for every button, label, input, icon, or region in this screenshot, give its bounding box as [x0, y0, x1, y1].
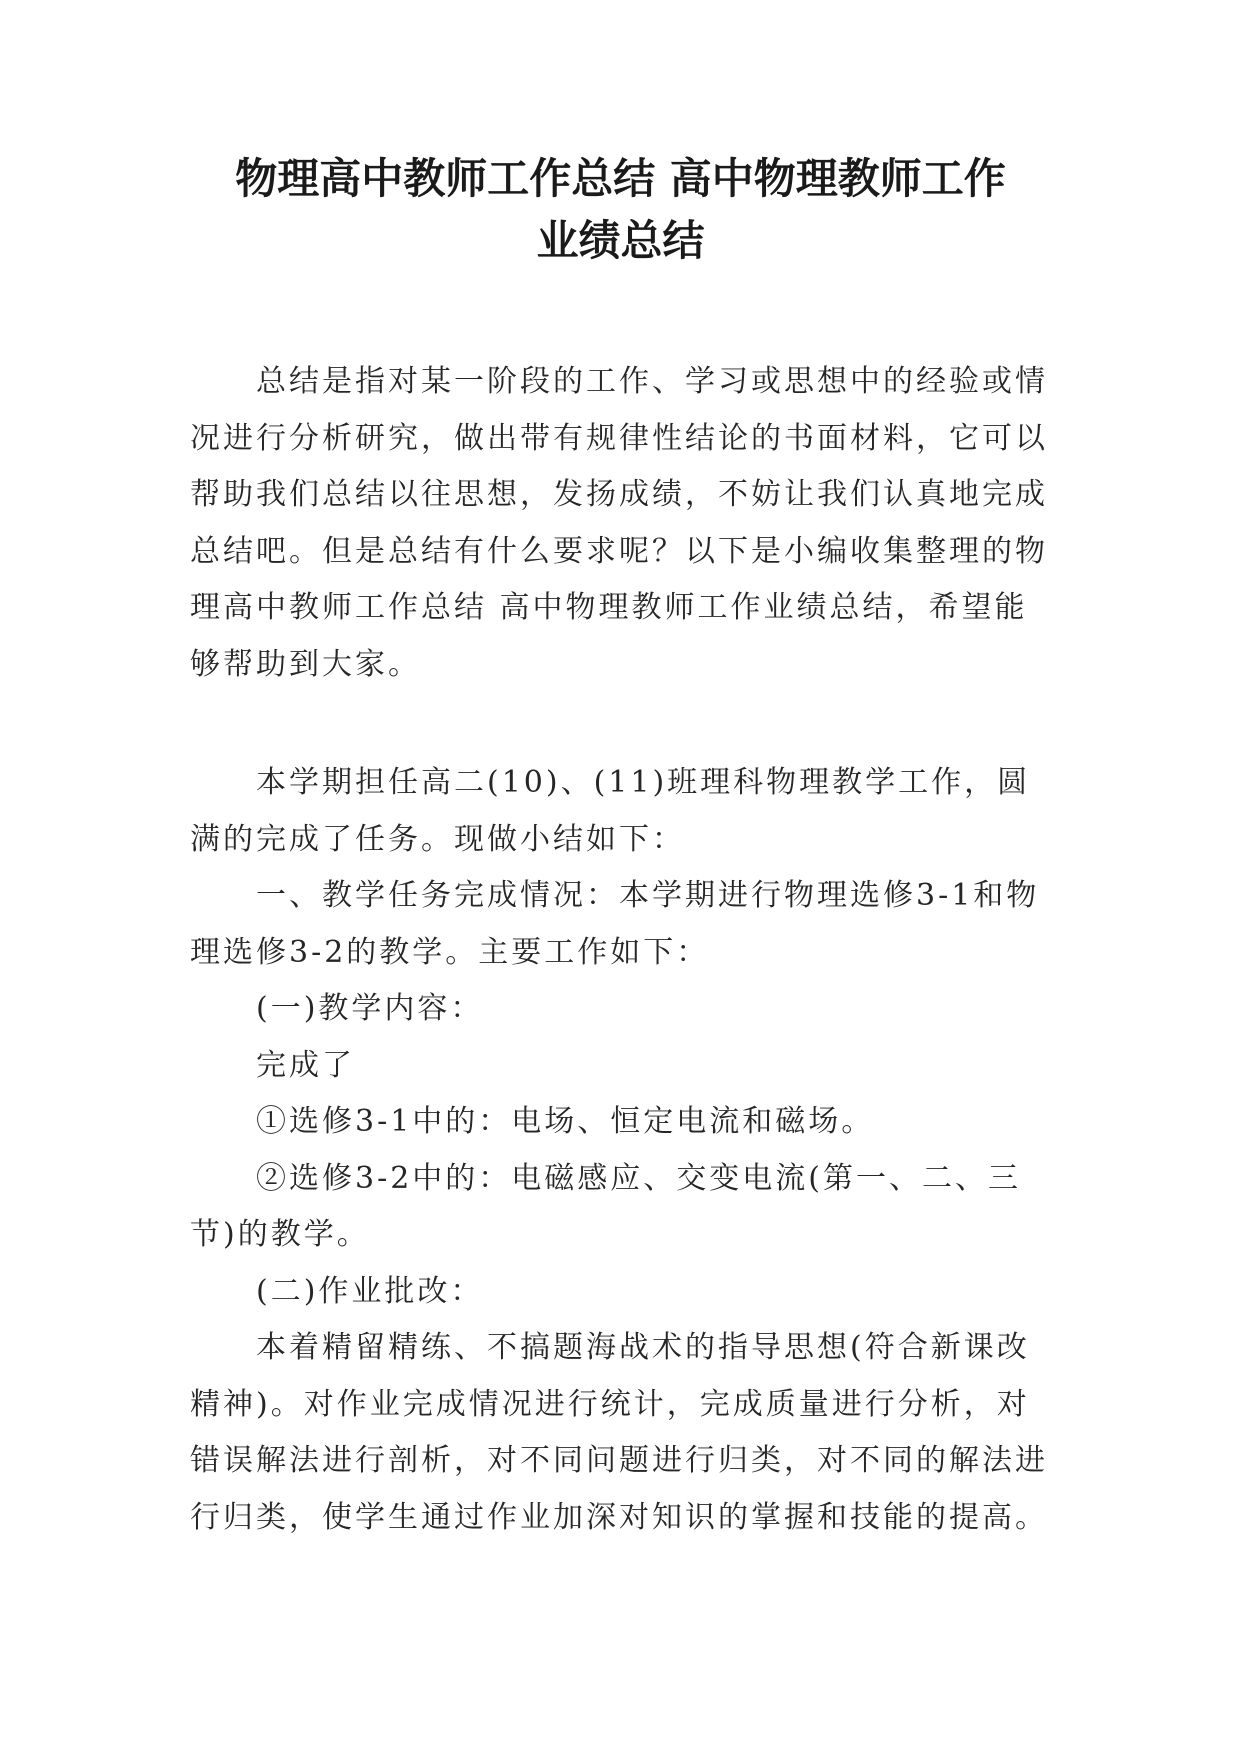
paragraph-homework-heading: (二)作业批改：: [256, 1273, 484, 1309]
document-title: [150, 148, 1091, 272]
paragraph-assignment: 本学期担任高二(10)、(11)班理科物理教学工作，圆满的完成了任务。现做小结如下：: [190, 765, 1031, 857]
paragraph-homework-body: 本着精留精练、不搞题海战术的指导思想(符合新课改精神)。对作业完成情况进行统计，完成质量进行分析，对错误解法进行剖析，对不同问题进行归类，对不同的解法进行归类，使学生通过作业加深对知识的掌握和技能的提高。: [190, 1330, 1048, 1535]
main-body: [190, 755, 1050, 1546]
paragraph-item-1: ①选修3-1中的：电场、恒定电流和磁场。: [256, 1104, 875, 1139]
title-line-1: 物理高中教师工作总结 高中物理教师工作: [235, 154, 1006, 203]
intro-paragraph: 总结是指对某一阶段的工作、学习或思想中的经验或情况进行分析研究，做出带有规律性结论的书面材料，它可以帮助我们总结以往思想，发扬成绩，不妨让我们认真地完成总结吧。但是总结有什么要求呢？以下是小编收集整理的物理高中教师工作总结 高中物理教师工作业绩总结，希望能够帮助到大家。: [190, 364, 1048, 682]
paragraph-teaching-content-heading: (一)教学内容：: [256, 991, 484, 1026]
title-line-2: 业绩总结: [536, 216, 705, 265]
paragraph-item-2: ②选修3-2中的：电磁感应、交变电流(第一、二、三节)的教学。: [190, 1160, 1022, 1252]
paragraph-section-one: 一、教学任务完成情况：本学期进行物理选修3-1和物理选修3-2的教学。主要工作如下：: [190, 878, 1040, 970]
paragraph-completed: 完成了: [256, 1047, 355, 1083]
